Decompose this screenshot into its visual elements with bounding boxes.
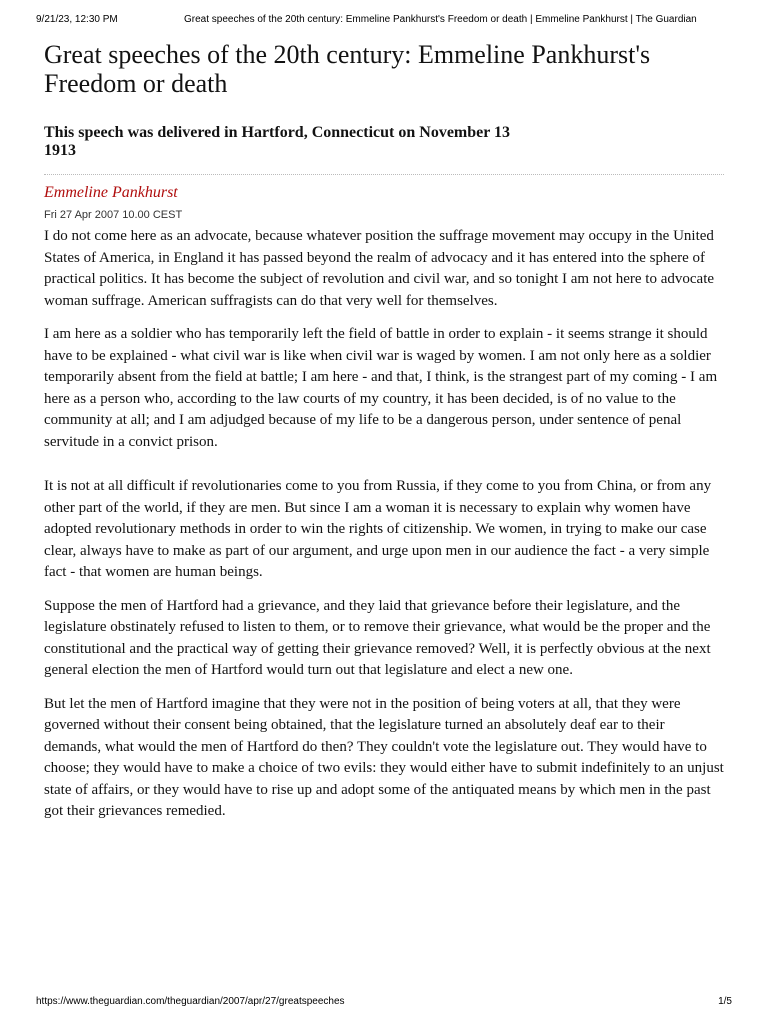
article-byline[interactable]: Emmeline Pankhurst — [44, 184, 178, 201]
page-number: 1/5 — [718, 996, 732, 1007]
print-datetime: 9/21/23, 12:30 PM — [36, 14, 118, 25]
divider — [44, 174, 724, 175]
body-paragraph: I am here as a soldier who has temporarily left the field of battle in order to explain - it seems strange it should have to be explained - what civil war is like when civil war is waged by women. I am not only here as a soldier temporarily absent from the field at battle; I am here - and that, I think, is the strangest part of my coming - I am here as a person who, according to the law courts of my country, it has been decided, is of no value to the community at all; and I am adjudged because of my life to be a dangerous person, under sentence of penal servitude in a convict prison. — [44, 326, 718, 450]
body-paragraph: I do not come here as an advocate, because whatever position the suffrage movement may occupy in the United States of America, in England it has passed beyond the realm of advocacy and it has entered into the sphere of practical politics. It has become the subject of revolution and civil war, and so tonight I am not here to advocate woman suffrage. American suffragists can do that very well for themselves. — [44, 228, 715, 309]
body-paragraph: Suppose the men of Hartford had a grievance, and they laid that grievance before their legislature, and the legislature obstinately refused to listen to them, or to remove their grievance, what would be the proper and the constitutional and the practical way of getting their grievance removed? Well, it is perfectly obvious at the next general election the men of Hartford would turn out that legislature and elect a new one. — [44, 597, 711, 678]
body-paragraph: But let the men of Hartford imagine that they were not in the position of being voters at all, that they were governed without their consent being obtained, that the legislature turned an absolutely deaf ear to their demands, what would the men of Hartford do then? They couldn't vote the legislature out. They would have to choose; they would have to make a choice of two evils: they would either have to submit indefinitely to an unjust state of affairs, or they would have to rise up and adopt some of the antiquated means by which men in the past got their grievances remedied. — [44, 695, 724, 819]
article-published-date: Fri 27 Apr 2007 10.00 CEST — [44, 209, 183, 221]
article-headline: Great speeches of the 20th century: Emmeline Pankhurst's Freedom or death — [44, 40, 651, 98]
body-paragraph: It is not at all difficult if revolutionaries come to you from Russia, if they come to you from China, or from any other part of the world, if they are men. But since I am a woman it is necessary to explain why women have adopted revolutionary methods in order to win the rights of citizenship. We women, in trying to make our case clear, always have to make as part of our argument, and urge upon men in our audience the fact - a very simple fact - that women are human beings. — [44, 478, 712, 580]
article-standfirst: This speech was delivered in Hartford, Connecticut on November 13 1913 — [44, 124, 511, 159]
article-body — [44, 226, 724, 823]
article — [44, 40, 724, 823]
print-url[interactable]: https://www.theguardian.com/theguardian/2007/apr/27/greatspeeches — [36, 996, 345, 1007]
print-document-title: Great speeches of the 20th century: Emmeline Pankhurst's Freedom or death | Emmeline Pankhurst | The Guardian — [184, 14, 697, 25]
